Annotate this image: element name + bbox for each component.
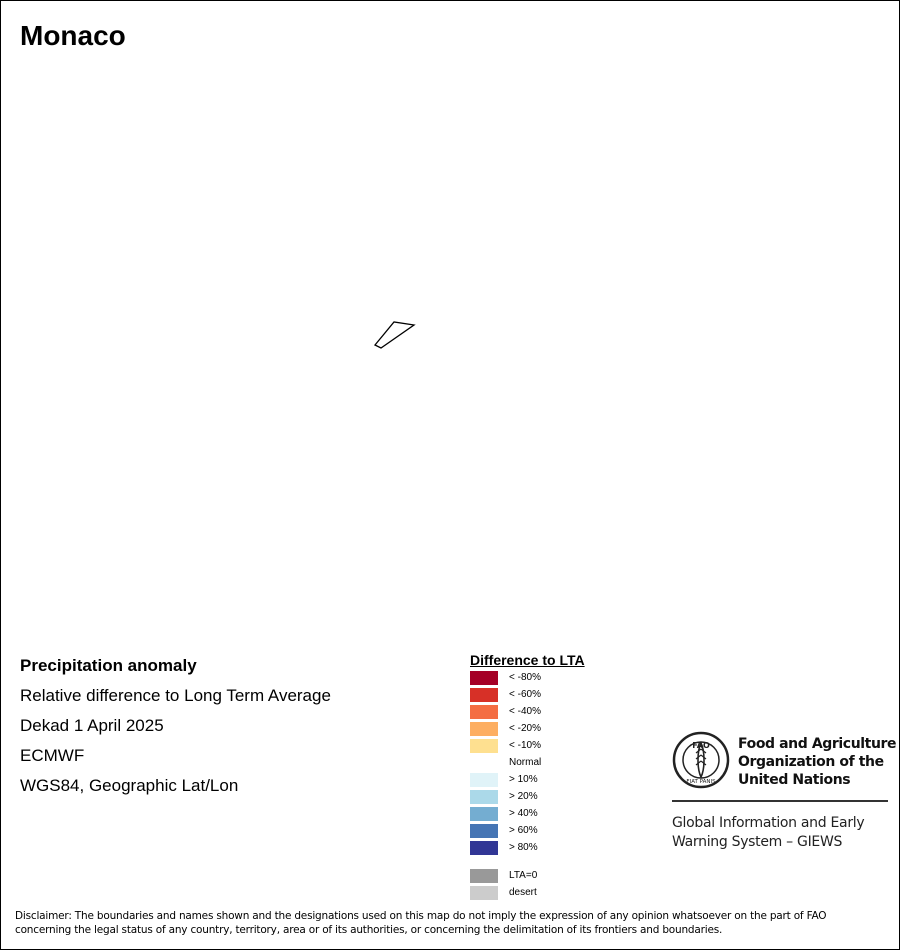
legend-label: > 20% [509, 791, 538, 802]
legend-label: > 10% [509, 774, 538, 785]
legend [470, 651, 670, 898]
legend-item [470, 722, 670, 736]
country-boundary [375, 322, 414, 348]
fao-emblem-motto: FIAT PANIS [686, 779, 716, 785]
legend-label: < -10% [509, 740, 541, 751]
legend-swatch [470, 739, 498, 753]
legend-title: Difference to LTA [470, 652, 585, 668]
legend-swatch [470, 807, 498, 821]
legend-item [470, 790, 670, 804]
fao-emblem-icon [672, 731, 730, 789]
legend-item [470, 756, 670, 770]
legend-swatch [470, 688, 498, 702]
disclaimer: Disclaimer: The boundaries and names shown and the designations used on this map do not imply the expression of any opinion whatsoever on the part of FAO concerning the legal status of any country, territory, area or of its authorities, or concerning the delimitation of its frontiers and boundaries. [15, 910, 827, 936]
legend-label: > 60% [509, 825, 538, 836]
legend-swatch [470, 705, 498, 719]
legend-item [470, 688, 670, 702]
legend-item [470, 671, 670, 685]
legend-swatch [470, 790, 498, 804]
legend-swatch [470, 886, 498, 900]
legend-item [470, 824, 670, 838]
legend-swatch [470, 824, 498, 838]
legend-swatch [470, 841, 498, 855]
legend-swatch [470, 756, 498, 770]
source-label: ECMWF [20, 746, 85, 765]
legend-label: < -40% [509, 706, 541, 717]
legend-label: > 40% [509, 808, 538, 819]
logo-divider [672, 800, 888, 802]
projection-label: WGS84, Geographic Lat/Lon [20, 776, 239, 795]
legend-label: Normal [509, 757, 542, 768]
map-area [0, 60, 900, 640]
variable-description: Relative difference to Long Term Average [20, 686, 331, 705]
legend-label: LTA=0 [509, 870, 538, 881]
legend-item [470, 886, 670, 900]
legend-item [470, 841, 670, 855]
map-info-block [20, 656, 440, 806]
variable-title: Precipitation anomaly [20, 656, 197, 675]
legend-label: desert [509, 887, 537, 898]
legend-label: < -20% [509, 723, 541, 734]
fao-logo [672, 731, 897, 861]
legend-swatch [470, 869, 498, 883]
legend-item [470, 705, 670, 719]
map-title: Monaco [20, 20, 126, 51]
legend-item [470, 773, 670, 787]
legend-swatch [470, 773, 498, 787]
giews-name: Global Information and Early Warning System – GIEWS [672, 815, 865, 850]
legend-label: > 80% [509, 842, 538, 853]
fao-emblem-letters: FAO [692, 741, 710, 750]
legend-label: < -60% [509, 689, 541, 700]
legend-swatch [470, 722, 498, 736]
legend-item [470, 739, 670, 753]
fao-organization-name: Food and Agriculture Organization of the United Nations [738, 736, 897, 788]
period-label: Dekad 1 April 2025 [20, 716, 164, 735]
legend-label: < -80% [509, 672, 541, 683]
legend-swatch [470, 671, 498, 685]
legend-item [470, 807, 670, 821]
legend-item [470, 869, 670, 883]
